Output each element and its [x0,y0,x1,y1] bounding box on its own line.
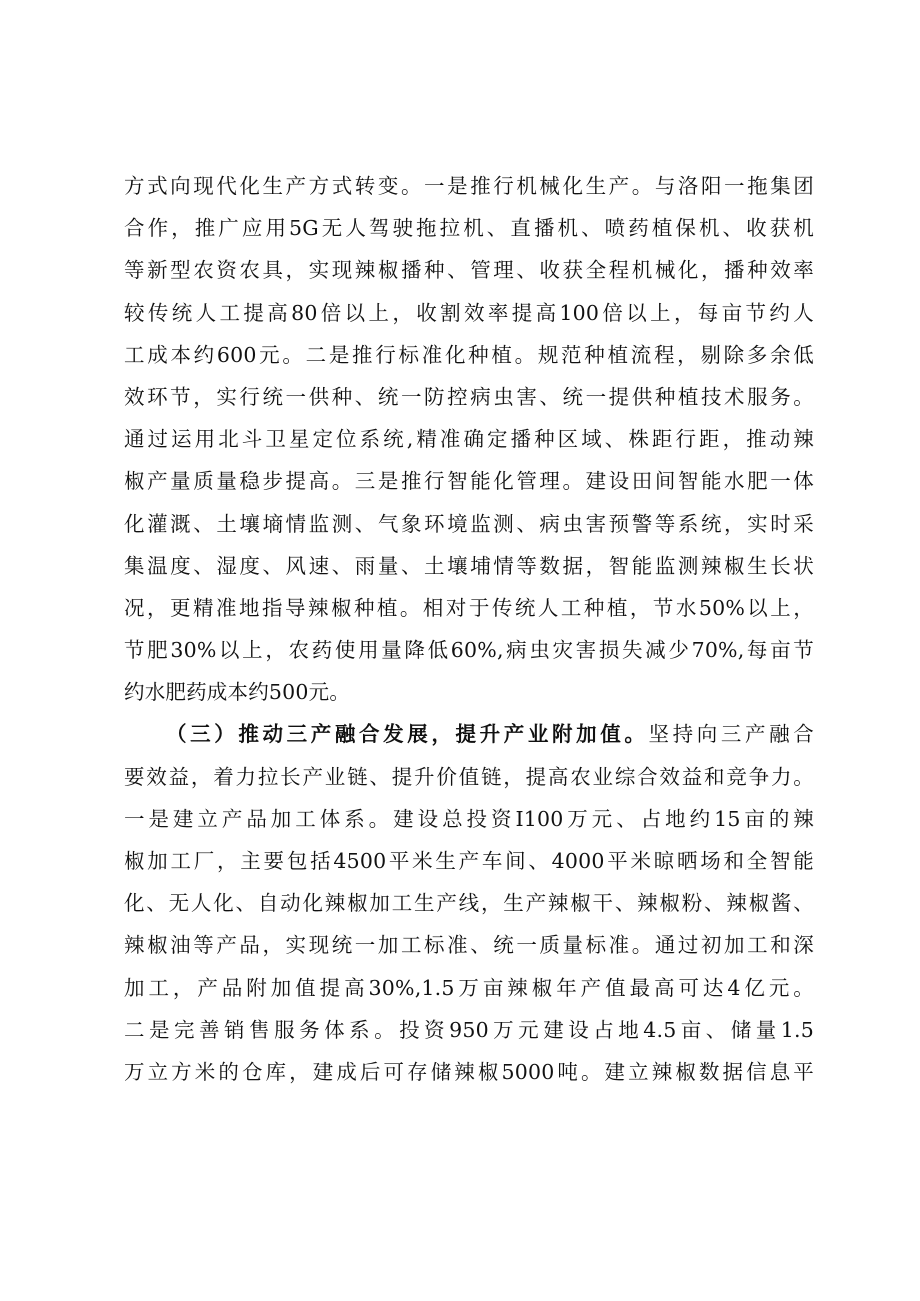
paragraph-2 [124,713,814,1093]
section-heading: （三）推动三产融合发展，提升产业附加值。 [166,722,649,747]
text-line: 况，更精准地指导辣椒种植。相对于传统人工种植，节水50%以上， [124,595,814,620]
text-line: 集温度、湿度、风速、雨量、土壤埔情等数据，智能监测辣椒生长状 [124,553,814,578]
text-line: 化灌溉、土壤墒情监测、气象环境监测、病虫害预警等系统，实时采 [124,511,814,536]
text-line: 较传统人工提高80倍以上，收割效率提高100倍以上，每亩节约人 [124,300,814,325]
text-line: 节肥30%以上，农药使用量降低60%,病虫灾害损失减少70%,每亩节 [124,638,814,663]
paragraph-first-line [124,713,814,755]
text-line: 化、无人化、自动化辣椒加工生产线，生产辣椒干、辣椒粉、辣椒酱、 [124,891,814,916]
text-line: 椒加工厂，主要包括4500平米生产车间、4000平米晾晒场和全智能 [124,849,814,873]
text-line: 加工，产品附加值提高30%,1.5万亩辣椒年产值最高可达4亿元。 [124,975,814,1000]
text-line: 合作，推广应用5G无人驾驶拖拉机、直播机、喷药植保机、收获机 [124,216,814,241]
text-line: 万立方米的仓库，建成后可存储辣椒5000吨。建立辣椒数据信息平 [124,1059,814,1084]
text-line: 辣椒油等产品，实现统一加工标准、统一质量标准。通过初加工和深 [124,933,814,958]
text-line: 通过运用北斗卫星定位系统,精准确定播种区域、株距行距，推动辣 [124,427,814,452]
text-line: 约水肥药成本约500元。 [124,680,351,705]
text-line: 工成本约600元。二是推行标准化种植。规范种植流程，剔除多余低 [124,342,814,367]
paragraph-1 [124,165,814,713]
text-line: 椒产量质量稳步提高。三是推行智能化管理。建设田间智能水肥一体 [124,469,814,494]
heading-continuation: 坚持向三产融合 [648,722,815,747]
text-line: 二是完善销售服务体系。投资950万元建设占地4.5亩、储量1.5 [124,1017,814,1042]
text-line: 等新型农资农具，实现辣椒播种、管理、收获全程机械化，播种效率 [124,258,814,283]
text-line: 要效益，着力拉长产业链、提升价值链，提高农业综合效益和竞争力。 [124,764,814,789]
text-line: 一是建立产品加工体系。建设总投资I100万元、占地约15亩的辣 [124,806,814,831]
document-page [124,165,814,1093]
text-line: 方式向现代化生产方式转变。一是推行机械化生产。与洛阳一拖集团 [124,174,814,198]
text-line: 效环节，实行统一供种、统一防控病虫害、统一提供种植技术服务。 [124,384,814,409]
